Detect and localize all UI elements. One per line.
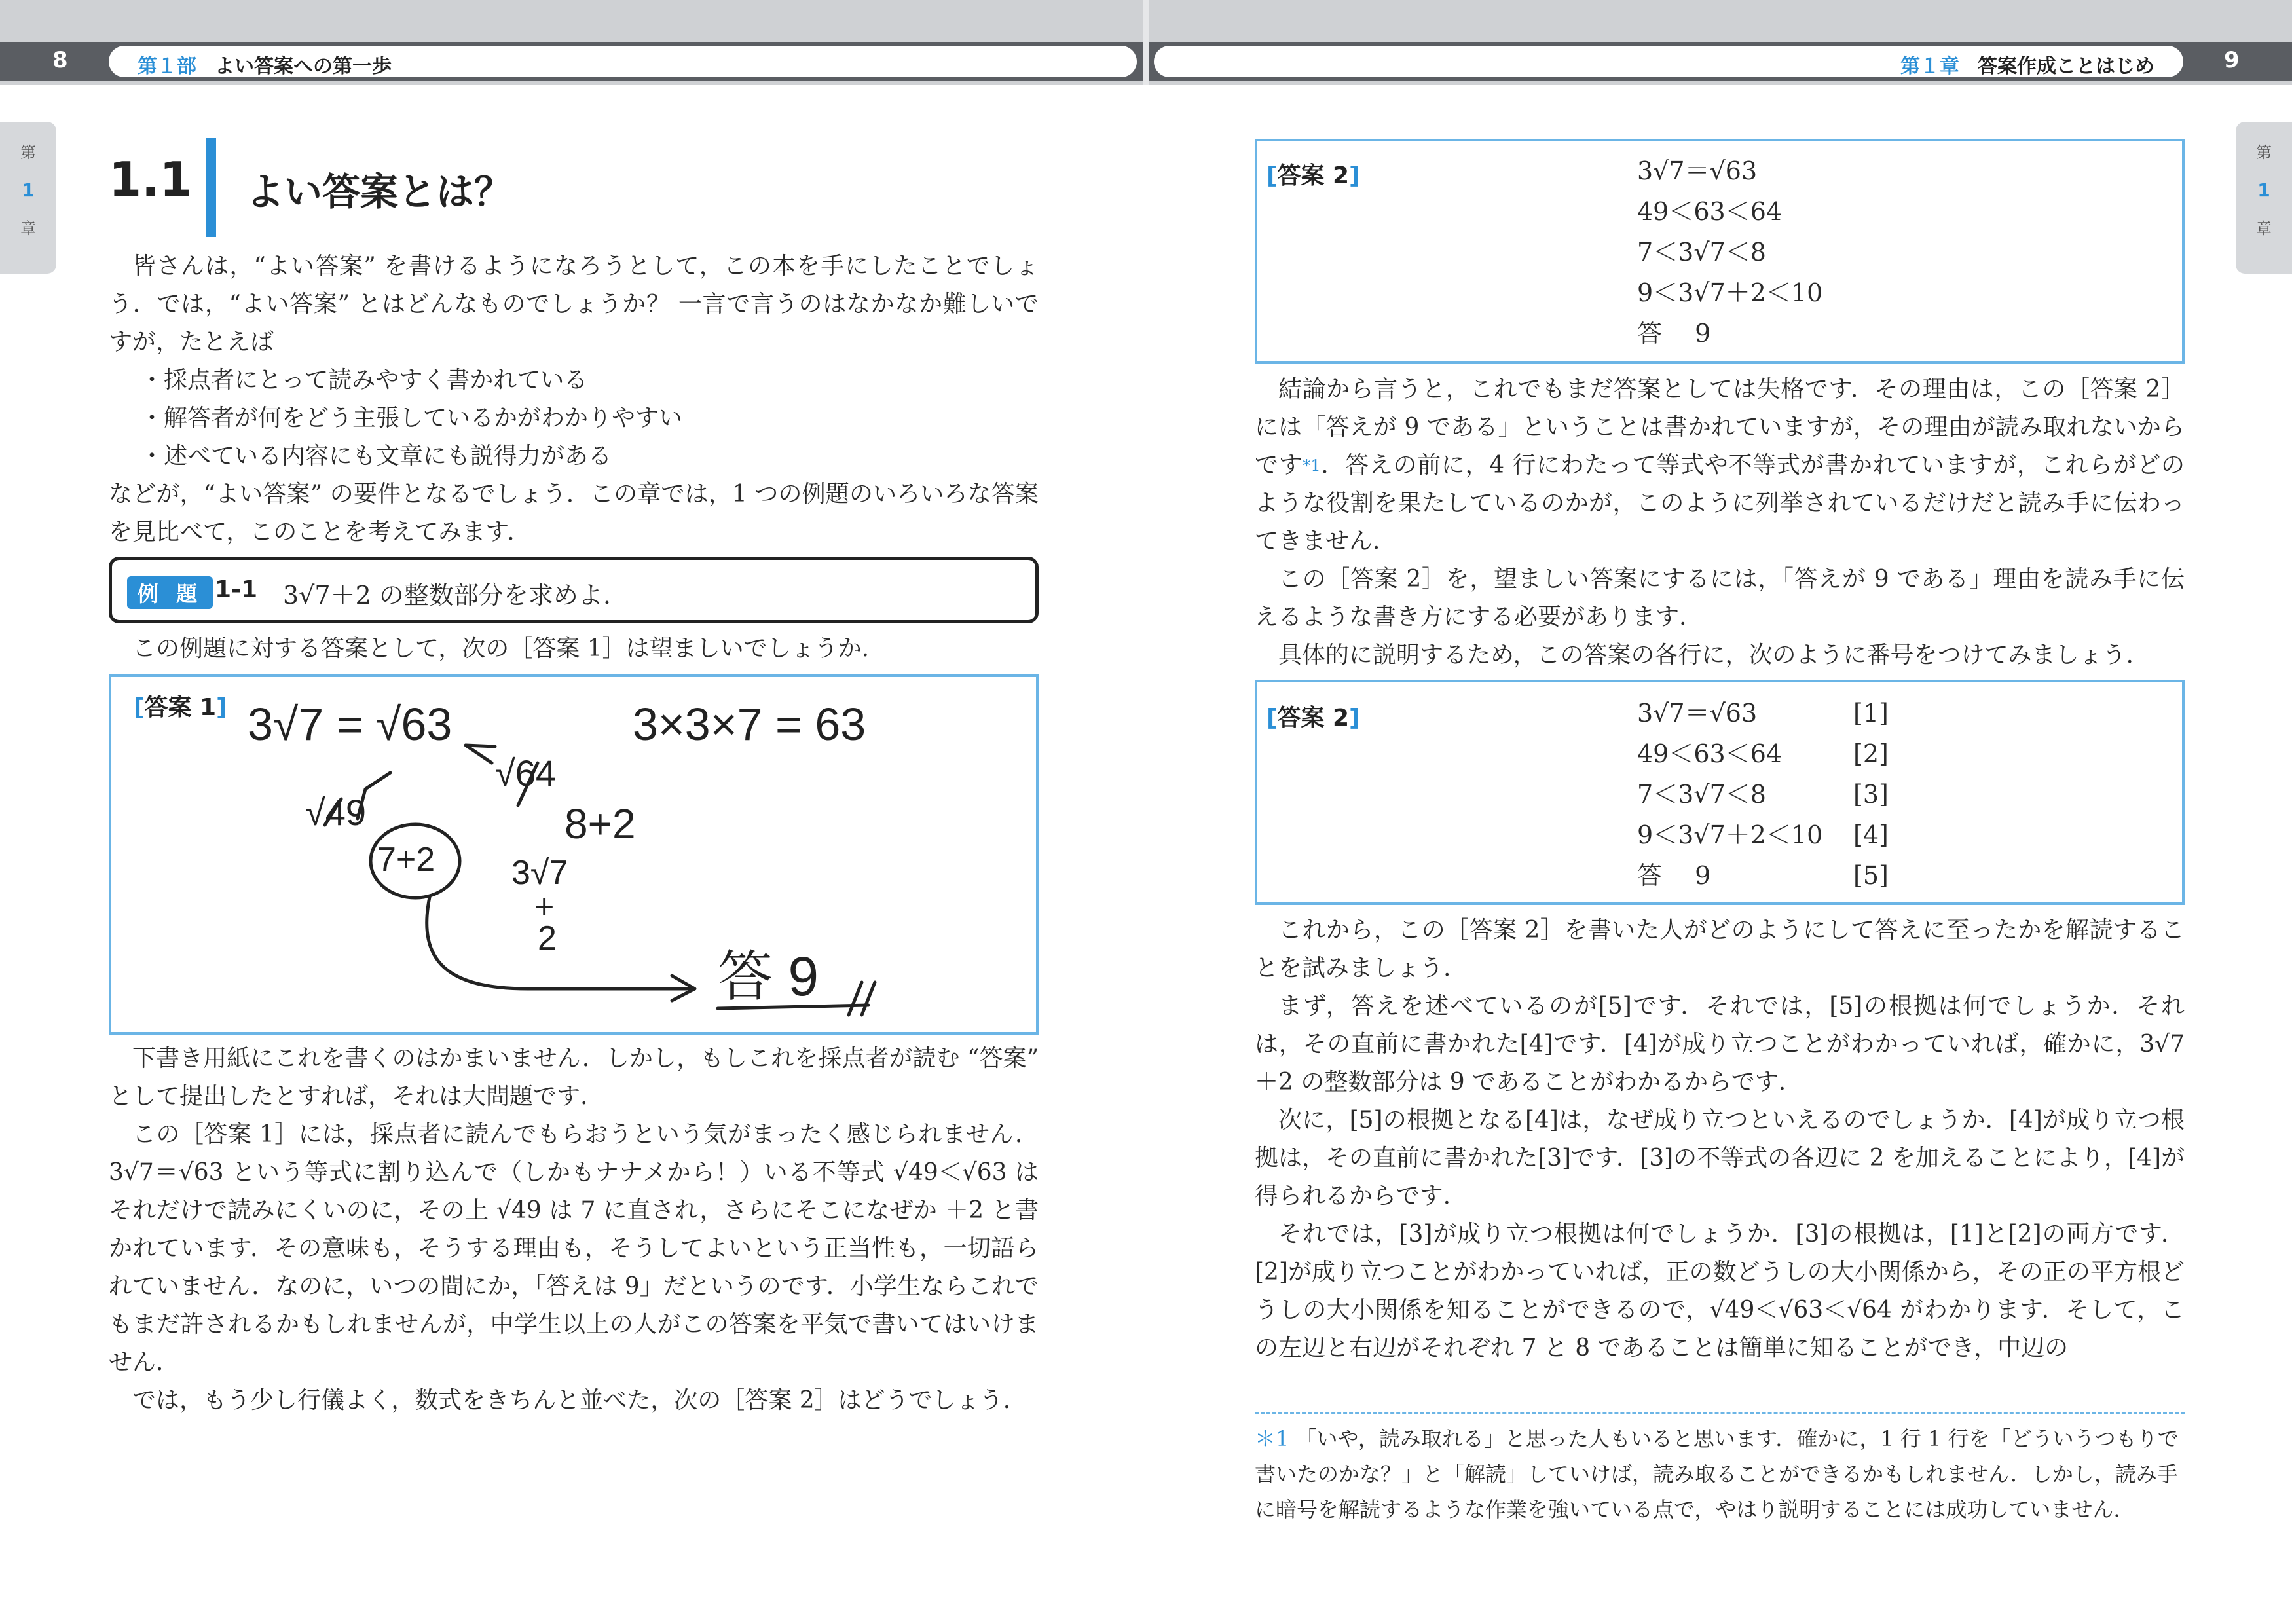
left-paragraph-3: では，もう少し行儀よく，数式をきちんと並べた，次の［答案 2］はどうでしょう. <box>132 1387 1011 1414</box>
answer1-label: [答案 1] <box>134 694 227 721</box>
hw-answer: 答 9 <box>718 946 819 1007</box>
tab-number: 1 <box>22 179 35 201</box>
answer2-line: 49＜63＜64 <box>1637 197 1783 226</box>
example-tag: 例 題 <box>127 576 213 609</box>
intro-block <box>109 248 1039 551</box>
line-number: [1] <box>1853 699 1889 728</box>
right-paragraph-4: これから，この［答案 2］を書いた人がどのようにして答えに至ったかを解読することを試みましょう. <box>1255 917 2185 982</box>
hw-less-than-2 <box>466 745 495 763</box>
lead-block <box>109 630 1039 668</box>
right-body-1 <box>1255 371 2185 674</box>
hw-8plus2: 8+2 <box>564 800 636 847</box>
handwriting-drawing <box>109 674 1039 1035</box>
answer2-lines <box>1637 151 1822 354</box>
criteria-item: ・解答者が何をどう主張しているかがわかりやすい <box>140 405 683 432</box>
hw-arrow-line <box>427 897 692 989</box>
line-number: [2] <box>1853 739 1889 768</box>
right-paragraph-6: 次に，[5]の根拠となる[4]は，なぜ成り立つといえるのでしょうか．[4]が成り立つ根拠は，その直前に書かれた[3]です．[3]の不等式の各辺に 2 を加えることにより，[4]が得られるからです. <box>1255 1107 2185 1209</box>
right-running-head <box>1900 50 2154 79</box>
answer2-line: 3√7＝√63 <box>1637 699 1758 728</box>
answer2-line: 7＜3√7＜8 <box>1637 780 1766 809</box>
answer2-numbered-lines <box>1637 693 1822 896</box>
right-chapter-tab <box>2236 122 2292 274</box>
answer2-numbered-label: [答案 2] <box>1266 705 1360 731</box>
left-paragraph-1: 下書き用紙にこれを書くのはかまいません．しかし，もしこれを採点者が読む “答案” として提出したとすれば，それは大問題です. <box>109 1045 1039 1110</box>
tab-bottom: 章 <box>20 219 36 238</box>
answer2-line: 9＜3√7＋2＜10 <box>1637 278 1823 307</box>
example-problem: 3√7＋2 の整数部分を求めよ. <box>283 581 611 610</box>
left-paragraph-2: この［答案 1］には，採点者に読んでもらおうという気がまったく感じられません．3√7＝√63 という等式に割り込んで（しかもナナメから！）いる不等式 √49＜√63 はそれだけで読みにくいのに，その上 √49 は 7 に直され，さらにそこになぜか ＋2 と書かれています．その意味も，そうする理由も，そうしてよいという正当性も，一切語られていません．なのに，いつの間にか，「答えは 9」だというのです．小学生ならこれでもまだ許されるかもしれませんが，中学生以上の人がこの答案を平気で書いてはいけません. <box>109 1121 1039 1376</box>
right-chapter-title: 答案作成ことはじめ <box>1978 55 2154 78</box>
line-number: [4] <box>1853 821 1889 849</box>
left-chapter-tab <box>0 122 56 274</box>
answer2-line: 3√7＝√63 <box>1637 157 1758 185</box>
criteria-item: ・採点者にとって読みやすく書かれている <box>140 367 588 394</box>
right-paragraph-5: まず，答えを述べているのが[5]です．それでは，[5]の根拠は何でしょうか．それは，その直前に書かれた[4]です．[4]が成り立つことがわかっていれば，確かに，3√7＋2 の整数部分は 9 であることがわかるからです. <box>1255 993 2185 1096</box>
right-paragraph-1: 結論から言うと，これでもまだ答案としては失格です．その理由は，この［答案 2］には「答えが 9 である」ということは書かれていますが，その理由が読み取れないからです$^{*1}$．答えの前に，4 行にわたって等式や不等式が書かれていますが，これらがどのような役割を果たしているのかが，このように列挙されているだけだと読み手に伝わってきません. <box>1255 376 2185 555</box>
lead-paragraph: この例題に対する答案として，次の［答案 1］は望ましいでしょうか. <box>132 635 870 662</box>
answer2-label: [答案 2] <box>1266 162 1360 189</box>
answer2-line: 答 9 <box>1637 861 1711 890</box>
answer2-line: 9＜3√7＋2＜10 <box>1637 821 1823 849</box>
answer2-line: 49＜63＜64 <box>1637 739 1783 768</box>
hw-2: 2 <box>538 919 557 957</box>
after-list-paragraph: などが，“よい答案” の要件となるでしょう．この章では，1 つの例題のいろいろな答案を見比べて，このことを考えてみます． <box>109 481 1039 545</box>
example-number: 1-1 <box>215 576 258 603</box>
line-number: [5] <box>1853 861 1889 890</box>
left-running-head <box>138 50 392 79</box>
line-number: [3] <box>1853 780 1889 809</box>
footnote-mark: ＊1 <box>1255 1426 1289 1451</box>
criteria-item: ・述べている内容にも文章にも説得力がある <box>140 443 612 470</box>
section-accent-bar <box>206 138 216 237</box>
section-title: よい答案とは？ <box>246 170 513 214</box>
hw-7plus2: 7+2 <box>377 841 435 879</box>
right-paragraph-2: この［答案 2］を，望ましい答案にするには，「答えが 9 である」理由を読み手に伝えるような書き方にする必要があります. <box>1255 566 2185 631</box>
hw-plus: + <box>534 888 555 926</box>
note-ref: *1 <box>1303 456 1321 475</box>
tab-top: 第 <box>2256 143 2272 162</box>
page-gutter <box>1143 0 1149 85</box>
tab-bottom: 章 <box>2256 219 2272 238</box>
hw-sqrt64: √64 <box>495 752 557 794</box>
hw-equation-2: 3×3×7 = 63 <box>633 699 866 750</box>
answer2-line: 7＜3√7＜8 <box>1637 238 1766 267</box>
left-part-title: よい答案への第一歩 <box>215 55 392 78</box>
hw-equation-1: 3√7 = √63 <box>248 699 453 750</box>
criteria-list <box>109 361 1039 475</box>
answer2-line-numbers <box>1853 693 1889 896</box>
right-paragraph-7: それでは，[3]が成り立つ根拠は何でしょうか．[3]の根拠は，[1]と[2]の両方です．[2]が成り立つことがわかっていれば，正の数どうしの大小関係から，その正の平方根どうしの大小関係を知ることができるので，√49＜√63＜√64 がわかります．そして，この左辺と右辺がそれぞれ 7 と 8 であることは簡単に知ることができ，中辺の <box>1255 1221 2185 1361</box>
left-page-number: 8 <box>52 47 68 73</box>
footnote-divider <box>1255 1412 2185 1414</box>
right-body-2 <box>1255 912 2185 1367</box>
section-number: 1.1 <box>109 152 193 207</box>
right-chapter-label: 第１章 <box>1900 55 1959 78</box>
left-part-label: 第１部 <box>138 55 196 78</box>
hw-3sqrt7: 3√7 <box>511 854 568 892</box>
right-paragraph-3: 具体的に説明するため，この答案の各行に，次のように番号をつけてみましょう. <box>1278 642 2134 669</box>
tab-top: 第 <box>20 143 36 162</box>
hw-sqrt49: √49 <box>305 792 367 833</box>
intro-paragraph: 皆さんは，“よい答案” を書けるようになろうとして，この本を手にしたことでしょう．では，“よい答案” とはどんなものでしょうか？ 一言で言うのはなかなか難しいですが，たとえば <box>109 253 1039 356</box>
footnote <box>1255 1421 2185 1527</box>
right-page-number: 9 <box>2224 47 2240 73</box>
tab-number: 1 <box>2257 179 2270 201</box>
left-body <box>109 1040 1039 1420</box>
footnote-text: 「いや，読み取れる」と思った人もいると思います．確かに，1 行 1 行を「どういうつもりで書いたのかな？」と「解読」していけば，読み取ることができるかもしれません．しかし，読み手に暗号を解読するような作業を強いている点で，やはり説明することには成功していません. <box>1255 1426 2179 1522</box>
hw-double-slash <box>849 982 875 1015</box>
answer2-line: 答 9 <box>1637 319 1711 348</box>
